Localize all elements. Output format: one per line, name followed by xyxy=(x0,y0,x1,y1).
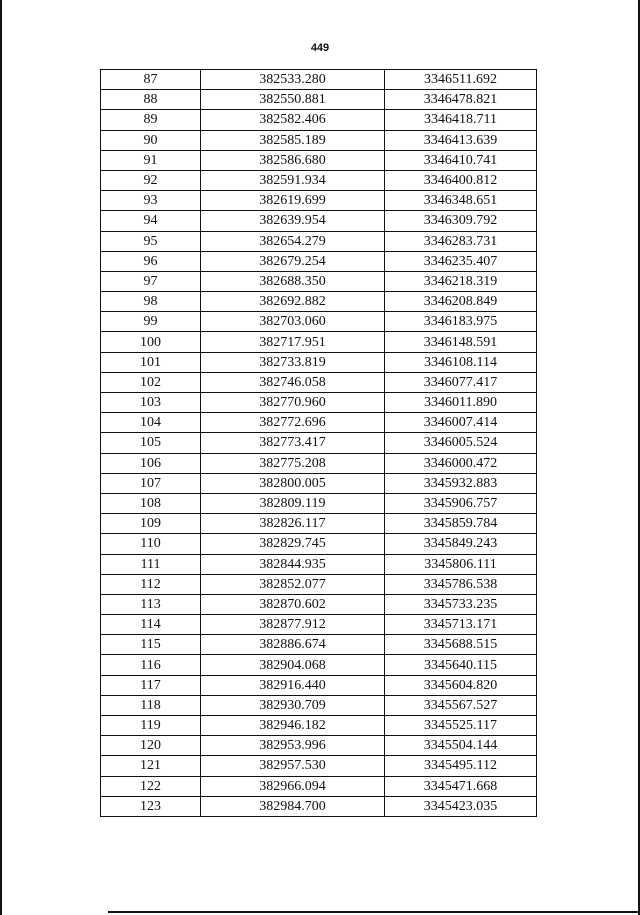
table-row xyxy=(101,514,537,534)
table-row xyxy=(101,635,537,655)
x-coordinate-cell: 382586.680 xyxy=(201,150,385,170)
table-row xyxy=(101,352,537,372)
point-number-cell: 103 xyxy=(101,393,201,413)
x-coordinate-cell: 382688.350 xyxy=(201,271,385,291)
point-number-cell: 100 xyxy=(101,332,201,352)
table-row xyxy=(101,695,537,715)
table-row xyxy=(101,191,537,211)
x-coordinate-cell: 382829.745 xyxy=(201,534,385,554)
point-number-cell: 122 xyxy=(101,776,201,796)
x-coordinate-cell: 382585.189 xyxy=(201,130,385,150)
x-coordinate-cell: 382619.699 xyxy=(201,191,385,211)
table-row xyxy=(101,292,537,312)
y-coordinate-cell: 3346148.591 xyxy=(385,332,537,352)
point-number-cell: 87 xyxy=(101,70,201,90)
y-coordinate-cell: 3346077.417 xyxy=(385,372,537,392)
y-coordinate-cell: 3346418.711 xyxy=(385,110,537,130)
point-number-cell: 95 xyxy=(101,231,201,251)
table-row xyxy=(101,594,537,614)
x-coordinate-cell: 382966.094 xyxy=(201,776,385,796)
table-row xyxy=(101,574,537,594)
x-coordinate-cell: 382772.696 xyxy=(201,413,385,433)
point-number-cell: 119 xyxy=(101,716,201,736)
table-row xyxy=(101,312,537,332)
y-coordinate-cell: 3346400.812 xyxy=(385,170,537,190)
x-coordinate-cell: 382877.912 xyxy=(201,615,385,635)
y-coordinate-cell: 3345932.883 xyxy=(385,473,537,493)
x-coordinate-cell: 382870.602 xyxy=(201,594,385,614)
table-row xyxy=(101,796,537,816)
point-number-cell: 118 xyxy=(101,695,201,715)
point-number-cell: 111 xyxy=(101,554,201,574)
coordinate-table-body xyxy=(101,70,537,817)
x-coordinate-cell: 382591.934 xyxy=(201,170,385,190)
x-coordinate-cell: 382844.935 xyxy=(201,554,385,574)
table-row xyxy=(101,675,537,695)
y-coordinate-cell: 3346011.890 xyxy=(385,393,537,413)
y-coordinate-cell: 3345567.527 xyxy=(385,695,537,715)
x-coordinate-cell: 382916.440 xyxy=(201,675,385,695)
table-row xyxy=(101,716,537,736)
point-number-cell: 91 xyxy=(101,150,201,170)
table-row xyxy=(101,655,537,675)
point-number-cell: 92 xyxy=(101,170,201,190)
y-coordinate-cell: 3345640.115 xyxy=(385,655,537,675)
point-number-cell: 97 xyxy=(101,271,201,291)
page-edge-left xyxy=(0,0,2,915)
y-coordinate-cell: 3345713.171 xyxy=(385,615,537,635)
x-coordinate-cell: 382775.208 xyxy=(201,453,385,473)
page-edge-bottom xyxy=(108,911,640,913)
point-number-cell: 96 xyxy=(101,251,201,271)
table-row xyxy=(101,271,537,291)
x-coordinate-cell: 382953.996 xyxy=(201,736,385,756)
table-row xyxy=(101,413,537,433)
point-number-cell: 123 xyxy=(101,796,201,816)
point-number-cell: 106 xyxy=(101,453,201,473)
y-coordinate-cell: 3345604.820 xyxy=(385,675,537,695)
x-coordinate-cell: 382679.254 xyxy=(201,251,385,271)
point-number-cell: 94 xyxy=(101,211,201,231)
table-row xyxy=(101,332,537,352)
y-coordinate-cell: 3346108.114 xyxy=(385,352,537,372)
table-row xyxy=(101,90,537,110)
x-coordinate-cell: 382533.280 xyxy=(201,70,385,90)
point-number-cell: 89 xyxy=(101,110,201,130)
y-coordinate-cell: 3345525.117 xyxy=(385,716,537,736)
table-row xyxy=(101,534,537,554)
table-row xyxy=(101,473,537,493)
table-row xyxy=(101,615,537,635)
y-coordinate-cell: 3345471.668 xyxy=(385,776,537,796)
x-coordinate-cell: 382904.068 xyxy=(201,655,385,675)
x-coordinate-cell: 382826.117 xyxy=(201,514,385,534)
point-number-cell: 109 xyxy=(101,514,201,534)
x-coordinate-cell: 382809.119 xyxy=(201,493,385,513)
x-coordinate-cell: 382639.954 xyxy=(201,211,385,231)
y-coordinate-cell: 3346007.414 xyxy=(385,413,537,433)
y-coordinate-cell: 3346000.472 xyxy=(385,453,537,473)
x-coordinate-cell: 382773.417 xyxy=(201,433,385,453)
y-coordinate-cell: 3345849.243 xyxy=(385,534,537,554)
x-coordinate-cell: 382733.819 xyxy=(201,352,385,372)
point-number-cell: 117 xyxy=(101,675,201,695)
point-number-cell: 115 xyxy=(101,635,201,655)
y-coordinate-cell: 3345504.144 xyxy=(385,736,537,756)
point-number-cell: 102 xyxy=(101,372,201,392)
y-coordinate-cell: 3345495.112 xyxy=(385,756,537,776)
y-coordinate-cell: 3346283.731 xyxy=(385,231,537,251)
point-number-cell: 107 xyxy=(101,473,201,493)
table-row xyxy=(101,130,537,150)
y-coordinate-cell: 3346511.692 xyxy=(385,70,537,90)
y-coordinate-cell: 3345688.515 xyxy=(385,635,537,655)
x-coordinate-cell: 382692.882 xyxy=(201,292,385,312)
point-number-cell: 99 xyxy=(101,312,201,332)
point-number-cell: 108 xyxy=(101,493,201,513)
x-coordinate-cell: 382582.406 xyxy=(201,110,385,130)
point-number-cell: 88 xyxy=(101,90,201,110)
page-number: 449 xyxy=(310,42,330,54)
table-row xyxy=(101,251,537,271)
x-coordinate-cell: 382703.060 xyxy=(201,312,385,332)
y-coordinate-cell: 3346235.407 xyxy=(385,251,537,271)
x-coordinate-cell: 382550.881 xyxy=(201,90,385,110)
table-row xyxy=(101,776,537,796)
point-number-cell: 116 xyxy=(101,655,201,675)
x-coordinate-cell: 382957.530 xyxy=(201,756,385,776)
coordinate-table xyxy=(100,69,537,817)
table-row xyxy=(101,170,537,190)
y-coordinate-cell: 3346413.639 xyxy=(385,130,537,150)
point-number-cell: 110 xyxy=(101,534,201,554)
y-coordinate-cell: 3346183.975 xyxy=(385,312,537,332)
y-coordinate-cell: 3345806.111 xyxy=(385,554,537,574)
point-number-cell: 104 xyxy=(101,413,201,433)
table-row xyxy=(101,433,537,453)
x-coordinate-cell: 382746.058 xyxy=(201,372,385,392)
table-row xyxy=(101,110,537,130)
x-coordinate-cell: 382770.960 xyxy=(201,393,385,413)
point-number-cell: 93 xyxy=(101,191,201,211)
x-coordinate-cell: 382654.279 xyxy=(201,231,385,251)
y-coordinate-cell: 3346005.524 xyxy=(385,433,537,453)
point-number-cell: 105 xyxy=(101,433,201,453)
x-coordinate-cell: 382946.182 xyxy=(201,716,385,736)
x-coordinate-cell: 382886.674 xyxy=(201,635,385,655)
y-coordinate-cell: 3346208.849 xyxy=(385,292,537,312)
table-row xyxy=(101,453,537,473)
table-row xyxy=(101,231,537,251)
x-coordinate-cell: 382800.005 xyxy=(201,473,385,493)
table-row xyxy=(101,554,537,574)
y-coordinate-cell: 3346410.741 xyxy=(385,150,537,170)
y-coordinate-cell: 3345423.035 xyxy=(385,796,537,816)
table-row xyxy=(101,493,537,513)
point-number-cell: 90 xyxy=(101,130,201,150)
x-coordinate-cell: 382984.700 xyxy=(201,796,385,816)
point-number-cell: 120 xyxy=(101,736,201,756)
y-coordinate-cell: 3345859.784 xyxy=(385,514,537,534)
table-row xyxy=(101,736,537,756)
x-coordinate-cell: 382717.951 xyxy=(201,332,385,352)
table-row xyxy=(101,756,537,776)
y-coordinate-cell: 3346348.651 xyxy=(385,191,537,211)
table-row xyxy=(101,150,537,170)
table-row xyxy=(101,211,537,231)
point-number-cell: 112 xyxy=(101,574,201,594)
y-coordinate-cell: 3345733.235 xyxy=(385,594,537,614)
point-number-cell: 114 xyxy=(101,615,201,635)
table-row xyxy=(101,393,537,413)
x-coordinate-cell: 382852.077 xyxy=(201,574,385,594)
point-number-cell: 121 xyxy=(101,756,201,776)
point-number-cell: 98 xyxy=(101,292,201,312)
table-row xyxy=(101,70,537,90)
y-coordinate-cell: 3346478.821 xyxy=(385,90,537,110)
y-coordinate-cell: 3346309.792 xyxy=(385,211,537,231)
y-coordinate-cell: 3345786.538 xyxy=(385,574,537,594)
point-number-cell: 113 xyxy=(101,594,201,614)
y-coordinate-cell: 3345906.757 xyxy=(385,493,537,513)
y-coordinate-cell: 3346218.319 xyxy=(385,271,537,291)
point-number-cell: 101 xyxy=(101,352,201,372)
table-row xyxy=(101,372,537,392)
x-coordinate-cell: 382930.709 xyxy=(201,695,385,715)
